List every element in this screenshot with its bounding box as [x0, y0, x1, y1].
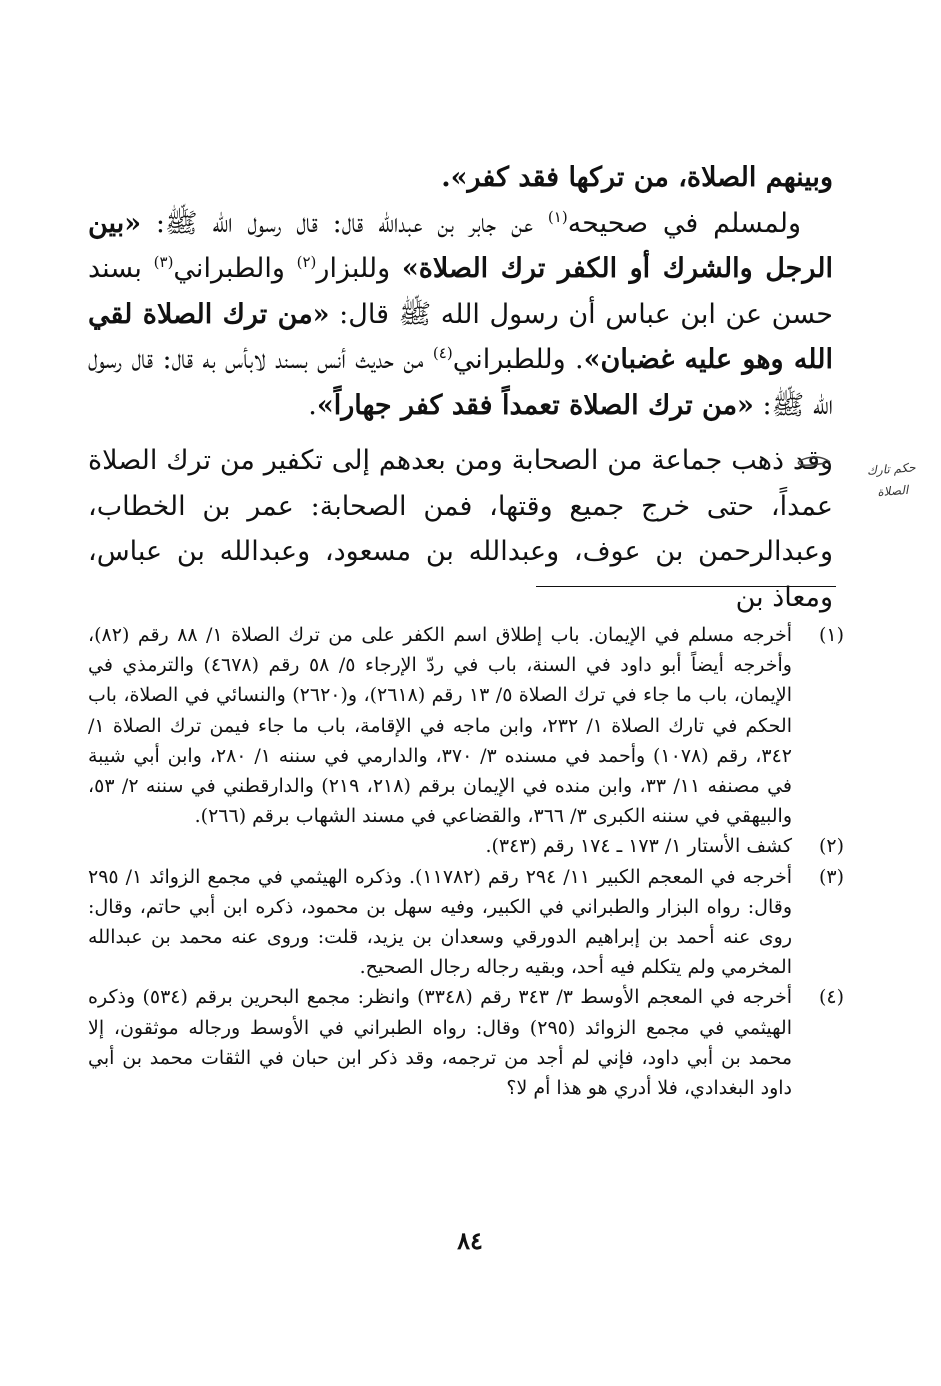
- text-segment: والطبراني: [173, 253, 297, 284]
- text-segment: ولمسلم في صحيحه: [567, 207, 801, 239]
- main-text: [88, 155, 833, 620]
- text-segment: . وللطبراني: [452, 344, 584, 375]
- margin-note-line: الصلاة: [876, 482, 909, 500]
- footnote-item: [88, 862, 844, 983]
- footnote-text: أخرجه في المعجم الكبير ١١/ ٢٩٤ رقم (١١٧٨٢). وذكره الهيثمي في مجمع الزوائد ١/ ٢٩٥ وقال: رواه البزار والطبراني في الكبير، وفيه سهل بن محمود، ذكره ابن أبي حاتم، وقال: روى عنه أحمد بن إبراهيم الدورقي وسعدان بن يزيد، قلت: وروى عنه محمد بن عبدالله المخرمي ولم يتكلم فيه أحد، وبقيه رجاله رجال الصحيح.: [88, 865, 792, 979]
- hadith-quote-2: «من ترك الصلاة لقي الله وهو عليه غضبان»: [88, 298, 833, 375]
- footnote-number: (١): [818, 624, 844, 646]
- paragraph-2: [88, 201, 833, 429]
- footnote-item: [88, 831, 844, 861]
- footnote-number: (٣): [818, 865, 844, 888]
- text-segment: بسند حسن عن ابن عباس أن رسول الله ﷺ قال:: [88, 253, 833, 330]
- footnote-number: (٤): [818, 986, 844, 1009]
- footnote-ref-4: (٤): [432, 344, 453, 362]
- paragraph-3: وقد ذهب جماعة من الصحابة ومن بعدهم إلى تكفير من ترك الصلاة عمداً، حتى خرج جميع وقتها، فمن الصحابة: عمر بن الخطاب، وعبدالرحمن بن عوف، وعبدالله بن مسعود، وعبدالله بن عباس، ومعاذ بن: [88, 445, 833, 613]
- footnote-ref-2: (٢): [296, 253, 317, 271]
- footnote-separator: [536, 586, 836, 587]
- text-segment: .: [308, 389, 317, 421]
- handwritten-margin-note: [851, 455, 934, 504]
- paragraph-1: وبينهم الصلاة، من تركها فقد كفر».: [441, 162, 833, 193]
- footnote-ref-1: (١): [547, 207, 568, 226]
- footnote-number: (٢): [818, 835, 844, 858]
- footnote-item: [88, 620, 844, 831]
- footnote-ref-3: (٣): [153, 253, 174, 271]
- footnote-item: [88, 982, 844, 1103]
- footnote-text: كشف الأستار ١/ ١٧٣ ـ ١٧٤ رقم (٣٤٣).: [485, 835, 792, 858]
- footnote-text: أخرجه مسلم في الإيمان. باب إطلاق اسم الكفر على من ترك الصلاة ١/ ٨٨ رقم (٨٢)، وأخرجه أيضاً أبو داود في السنة، باب في ردّ الإرجاء ٥/ ٥٨ رقم (٤٦٧٨) والترمذي في الإيمان، باب ما جاء في ترك الصلاة ٥/ ١٣ رقم (٢٦١٨)، و(٢٦٢٠) والنسائي في الصلاة، باب الحكم في تارك الصلاة ١/ ٢٣٢، وابن ماجه في الإقامة، باب ما جاء فيمن ترك الصلاة ١/ ٣٤٢، رقم (١٠٧٨) وأحمد في مسنده ٣/ ٣٧٠، والدارمي في سننه ١/ ٢٨٠، وابن أبي شيبة في مصنفه ١١/ ٣٣، وابن منده في الإيمان برقم (٢١٨، ٢١٩) والدارقطني في سننه ٢/ ٥٣، والبيهقي في سننه الكبرى ٣/ ٣٦٦، والقضاعي في مسند الشهاب برقم (٢٦٦).: [88, 624, 793, 828]
- text-segment: عن جابر بن عبدالله قال: قال رسول الله ﷺ:: [141, 207, 548, 239]
- text-segment: من حديث أنس بسند لابأس به قال: قال رسول الله ﷺ:: [88, 344, 833, 421]
- footnotes: [88, 620, 844, 1103]
- handwritten-mark-icon: [790, 450, 832, 472]
- footnote-text: أخرجه في المعجم الأوسط ٣/ ٣٤٣ رقم (٣٣٤٨) وانظر: مجمع البحرين برقم (٥٣٤) وذكره الهيثمي في مجمع الزوائد (٢٩٥) وقال: رواه الطبراني في الأوسط ورجاله موثقون، إلا محمد بن أبي داود، فإني لم أجد من ترجمه، وقد ذكر ابن حبان في الثقات محمد بن أبي داود البغدادي، فلا أدري هو هذا أم لا؟: [88, 986, 792, 1100]
- hadith-quote-3: «من ترك الصلاة تعمداً فقد كفر جهاراً»: [316, 389, 754, 421]
- page-number: ٨٤: [457, 1226, 483, 1255]
- text-segment: وللبزار: [316, 253, 402, 284]
- hadith-quote-1: «بين الرجل والشرك أو الكفر ترك الصلاة»: [88, 207, 833, 284]
- margin-note-line: حكم تارك: [866, 460, 916, 478]
